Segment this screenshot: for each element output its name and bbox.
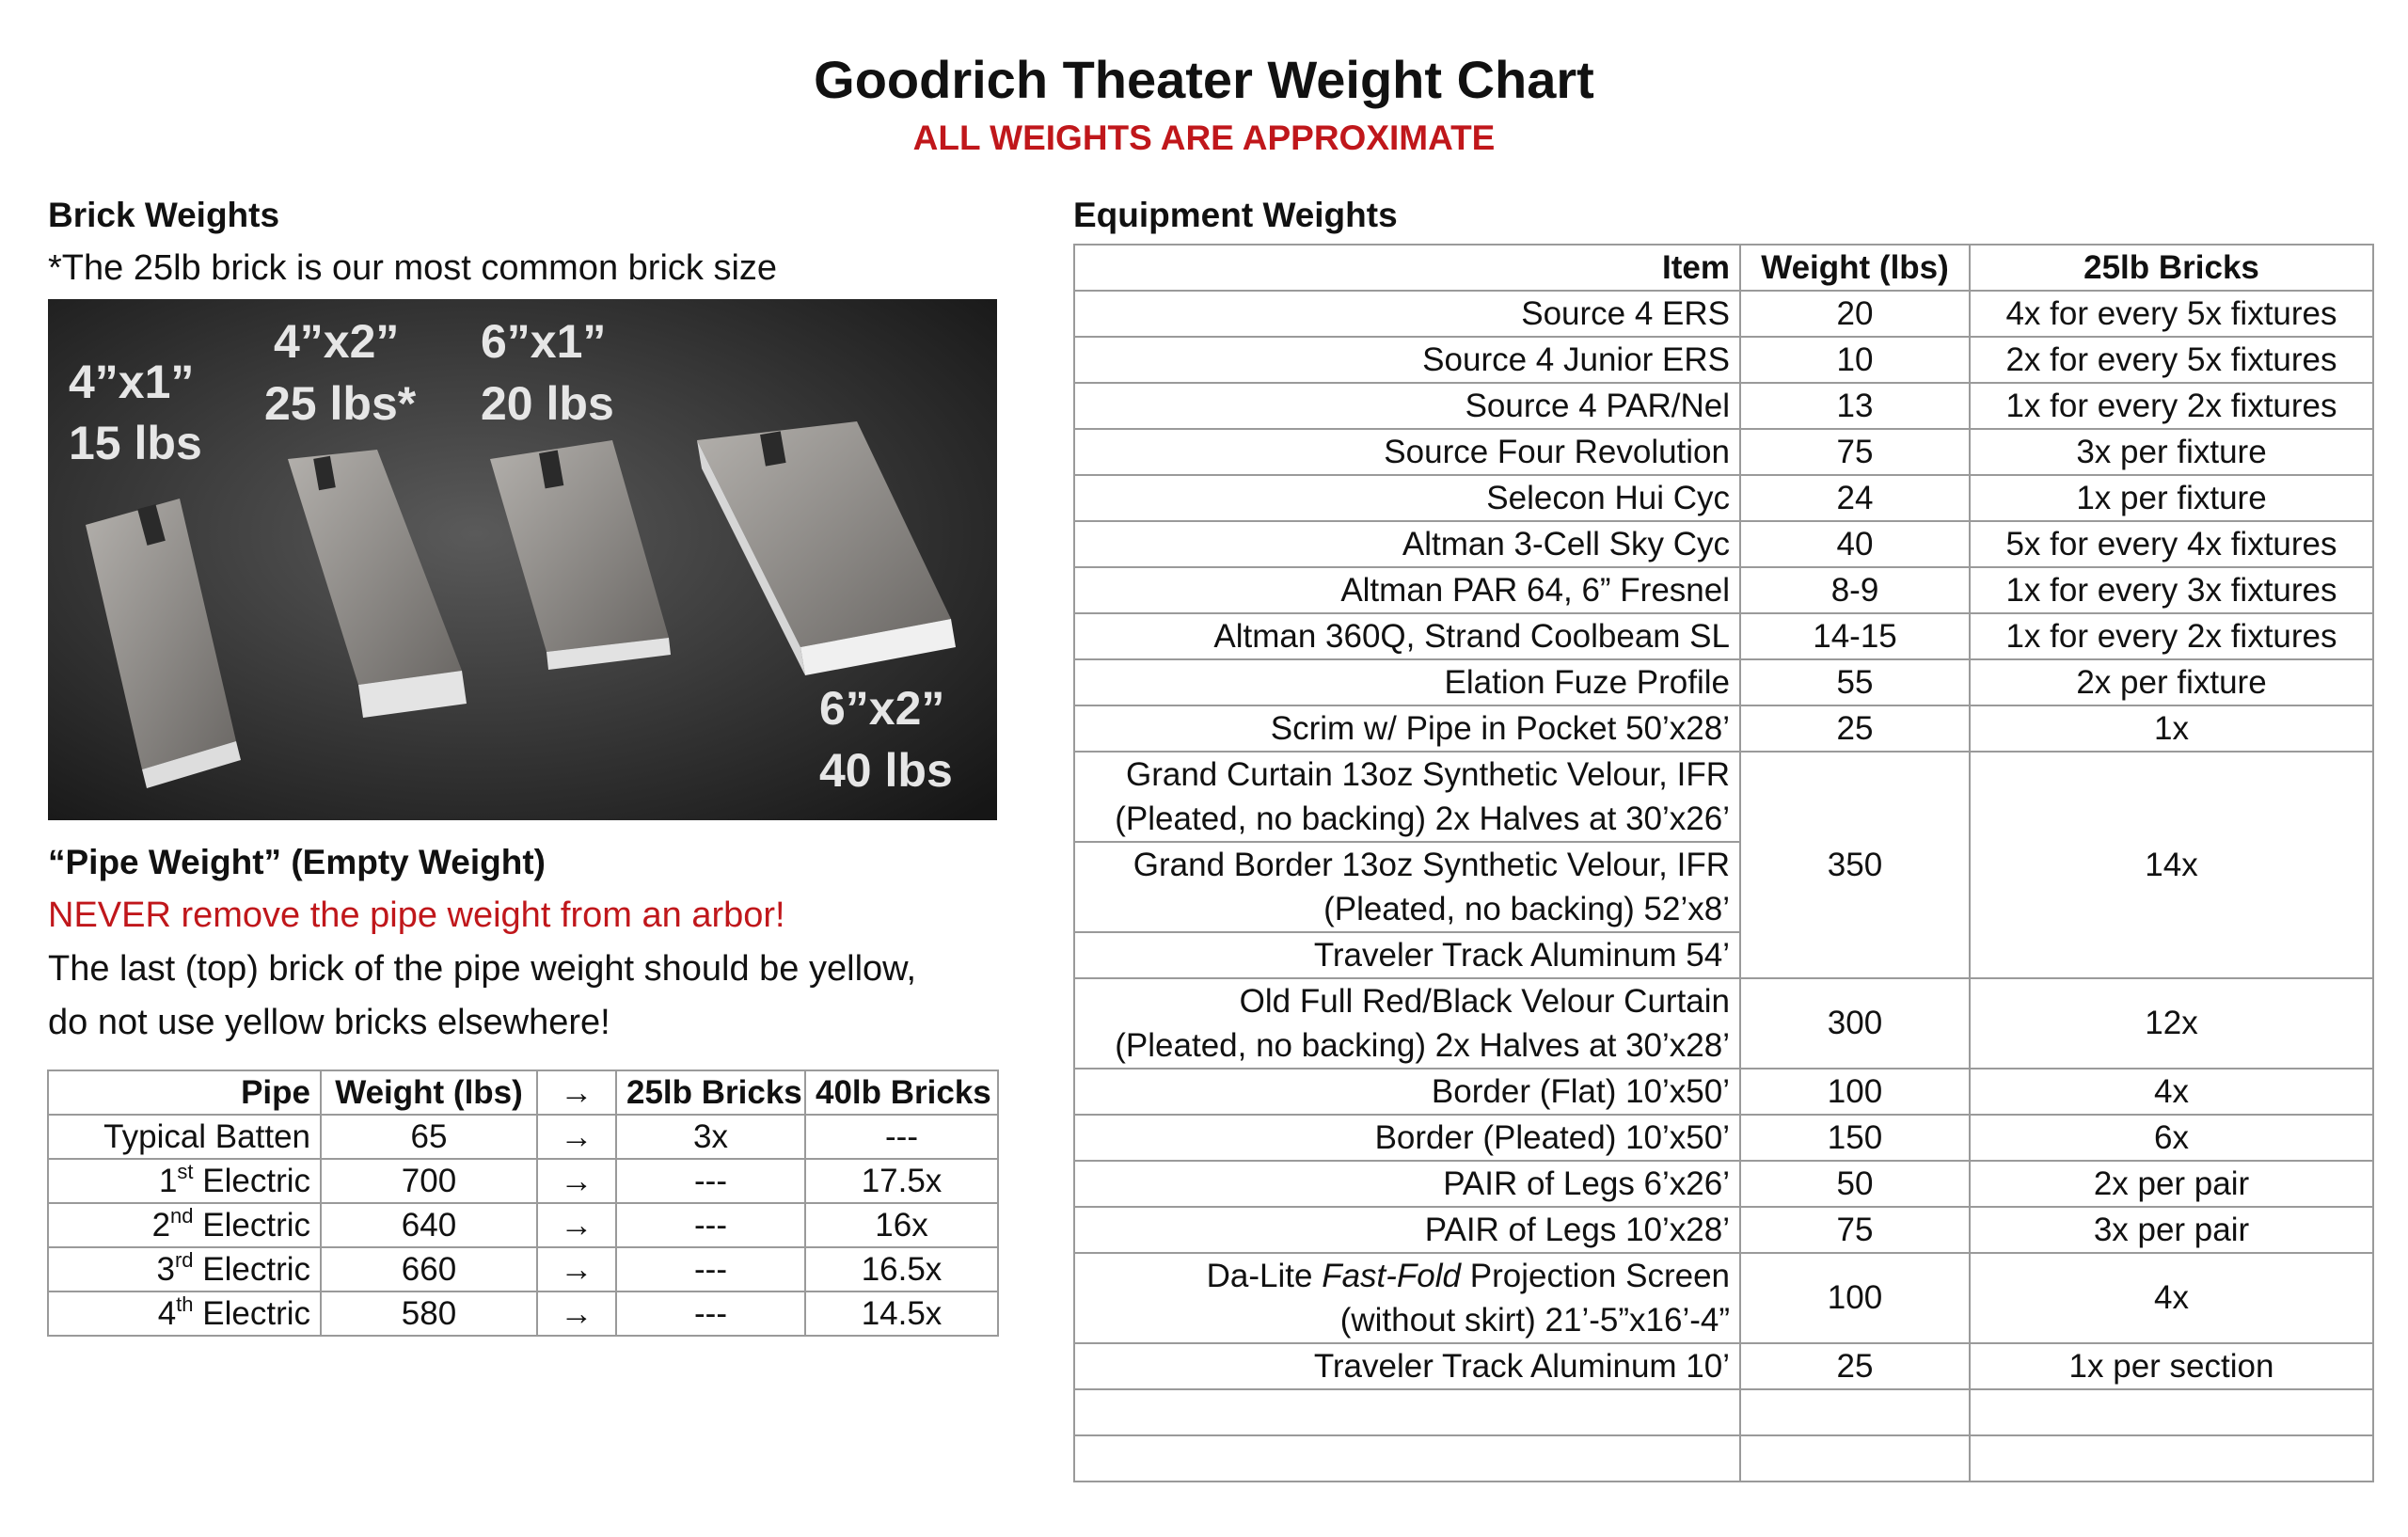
brick-weights-heading: Brick Weights (48, 196, 280, 234)
table-row (1074, 1253, 2373, 1343)
table-row (1074, 1115, 2373, 1161)
bricks-25lb: --- (616, 1203, 805, 1247)
equipment-bricks: 1x for every 3x fixtures (1970, 567, 2373, 613)
table-row (48, 1159, 998, 1203)
pipe-weight: 700 (321, 1159, 537, 1203)
item-line-2: (Pleated, no backing) 2x Halves at 30’x28’ (1115, 1027, 1730, 1064)
pipe-note-line-2: do not use yellow bricks elsewhere! (48, 1003, 610, 1042)
table-row (1074, 429, 2373, 475)
pipe-weight-table (47, 1070, 999, 1337)
equipment-weight: 300 (1740, 978, 1970, 1069)
pipe-weight: 580 (321, 1291, 537, 1336)
pipe-weight: 65 (321, 1115, 537, 1159)
equipment-item: Altman PAR 64, 6” Fresnel (1074, 567, 1740, 613)
equipment-bricks: 4x for every 5x fixtures (1970, 291, 2373, 337)
equipment-rows-part-1 (1074, 291, 2373, 752)
page-subtitle: ALL WEIGHTS ARE APPROXIMATE (912, 119, 1496, 157)
brick-photo-graphic (48, 299, 997, 820)
pipe-ordinal: 3 (156, 1250, 175, 1288)
equipment-item: PAIR of Legs 6’x26’ (1074, 1161, 1740, 1207)
table-row (48, 1247, 998, 1291)
equipment-item: Border (Flat) 10’x50’ (1074, 1069, 1740, 1115)
item-brand-italic: Fast-Fold (1322, 1258, 1462, 1294)
pipe-name (48, 1247, 321, 1291)
arrow-icon: → (537, 1291, 616, 1336)
table-row (1074, 1207, 2373, 1253)
arrow-icon: → (537, 1159, 616, 1203)
equipment-item: Source 4 PAR/Nel (1074, 383, 1740, 429)
table-row (1074, 1343, 2373, 1389)
equipment-item (1074, 978, 1740, 1069)
equipment-weight: 13 (1740, 383, 1970, 429)
brick-note: *The 25lb brick is our most common brick size (48, 248, 778, 288)
table-row (1074, 978, 2373, 1069)
equipment-weight: 55 (1740, 659, 1970, 705)
equipment-bricks: 6x (1970, 1115, 2373, 1161)
equipment-item: Selecon Hui Cyc (1074, 475, 1740, 521)
pipe-weight-heading: “Pipe Weight” (Empty Weight) (48, 843, 546, 881)
ordinal-suffix: st (177, 1159, 194, 1183)
pipe-name (48, 1291, 321, 1336)
table-row (1074, 659, 2373, 705)
pipe-name-suffix: Electric (193, 1206, 310, 1244)
arrow-icon: → (537, 1203, 616, 1247)
col-header-bricks: 25lb Bricks (1970, 245, 2373, 291)
pipe-ordinal: 4 (157, 1294, 177, 1332)
arrow-icon: → (537, 1247, 616, 1291)
equipment-weight: 20 (1740, 291, 1970, 337)
equipment-item: Altman 3-Cell Sky Cyc (1074, 521, 1740, 567)
brick-photo (48, 299, 997, 820)
bricks-40lb: --- (805, 1115, 998, 1159)
equipment-weight: 150 (1740, 1115, 1970, 1161)
pipe-name (48, 1203, 321, 1247)
equipment-item: Altman 360Q, Strand Coolbeam SL (1074, 613, 1740, 659)
col-header-item: Item (1074, 245, 1740, 291)
table-row (48, 1203, 998, 1247)
equipment-weight: 24 (1740, 475, 1970, 521)
equipment-item: Scrim w/ Pipe in Pocket 50’x28’ (1074, 705, 1740, 752)
equipment-bricks: 1x (1970, 705, 2373, 752)
pipe-weight: 640 (321, 1203, 537, 1247)
empty-cell (1074, 1435, 1740, 1482)
bricks-40lb: 16x (805, 1203, 998, 1247)
ordinal-suffix: nd (170, 1203, 194, 1228)
equipment-item: Source Four Revolution (1074, 429, 1740, 475)
equipment-weight: 75 (1740, 429, 1970, 475)
pipe-warning: NEVER remove the pipe weight from an arbor! (48, 895, 785, 935)
table-row (1074, 752, 2373, 842)
table-row (1074, 1069, 2373, 1115)
table-row (1074, 291, 2373, 337)
equipment-weights-heading: Equipment Weights (1073, 196, 1398, 234)
table-row (48, 1291, 998, 1336)
equipment-bricks: 2x per pair (1970, 1161, 2373, 1207)
equipment-bricks: 12x (1970, 978, 2373, 1069)
equipment-bricks: 2x per fixture (1970, 659, 2373, 705)
equipment-item: Traveler Track Aluminum 54’ (1074, 932, 1740, 978)
pipe-name (48, 1159, 321, 1203)
pipe-weight: 660 (321, 1247, 537, 1291)
equipment-rows-part-2 (1074, 1069, 2373, 1253)
equipment-weight: 40 (1740, 521, 1970, 567)
equipment-bricks: 4x (1970, 1069, 2373, 1115)
bricks-25lb: --- (616, 1159, 805, 1203)
item-line-1: Old Full Red/Black Velour Curtain (1239, 983, 1730, 1020)
bricks-25lb: 3x (616, 1115, 805, 1159)
equipment-weight: 14-15 (1740, 613, 1970, 659)
table-row (1074, 383, 2373, 429)
equipment-bricks: 3x per fixture (1970, 429, 2373, 475)
bricks-25lb: --- (616, 1291, 805, 1336)
table-row (1074, 1161, 2373, 1207)
equipment-bricks: 1x for every 2x fixtures (1970, 383, 2373, 429)
col-header-arrow: → (537, 1070, 616, 1115)
item-suffix: Projection Screen (1461, 1258, 1730, 1294)
bricks-40lb: 17.5x (805, 1159, 998, 1203)
equipment-weight: 100 (1740, 1069, 1970, 1115)
photo-label-weight-4x1: 15 lbs (69, 417, 202, 469)
equipment-table-header (1074, 245, 2373, 291)
pipe-name-suffix: Electric (193, 1294, 310, 1332)
col-header-40lb-bricks: 40lb Bricks (805, 1070, 998, 1115)
equipment-weight: 100 (1740, 1253, 1970, 1343)
empty-cell (1074, 1389, 1740, 1435)
ordinal-suffix: th (176, 1291, 194, 1316)
empty-cell (1970, 1389, 2373, 1435)
table-row (1074, 567, 2373, 613)
bricks-25lb: --- (616, 1247, 805, 1291)
pipe-ordinal: 2 (151, 1206, 171, 1244)
empty-cell (1970, 1435, 2373, 1482)
equipment-bricks: 2x for every 5x fixtures (1970, 337, 2373, 383)
item-line-1: Grand Border 13oz Synthetic Velour, IFR (1133, 847, 1730, 883)
item-line-2: (without skirt) 21’-5”x16’-4” (1339, 1302, 1730, 1339)
ordinal-suffix: rd (174, 1247, 194, 1272)
table-row (1074, 475, 2373, 521)
bricks-40lb: 16.5x (805, 1247, 998, 1291)
equipment-item: Border (Pleated) 10’x50’ (1074, 1115, 1740, 1161)
equipment-item: Elation Fuze Profile (1074, 659, 1740, 705)
equipment-weight: 10 (1740, 337, 1970, 383)
equipment-item: PAIR of Legs 10’x28’ (1074, 1207, 1740, 1253)
equipment-item (1074, 842, 1740, 932)
equipment-bricks: 5x for every 4x fixtures (1970, 521, 2373, 567)
equipment-weight-table (1073, 244, 2374, 1482)
pipe-name: Typical Batten (48, 1115, 321, 1159)
empty-cell (1740, 1389, 1970, 1435)
photo-label-weight-4x2: 25 lbs* (264, 377, 417, 430)
table-row (1074, 613, 2373, 659)
equipment-item: Source 4 ERS (1074, 291, 1740, 337)
table-row (48, 1115, 998, 1159)
item-prefix: Da-Lite (1206, 1258, 1323, 1294)
photo-label-size-6x1: 6”x1” (481, 315, 607, 368)
equipment-item (1074, 752, 1740, 842)
equipment-weight: 8-9 (1740, 567, 1970, 613)
equipment-item: Source 4 Junior ERS (1074, 337, 1740, 383)
col-header-weight: Weight (lbs) (321, 1070, 537, 1115)
equipment-bricks: 4x (1970, 1253, 2373, 1343)
photo-label-weight-6x1: 20 lbs (481, 377, 614, 430)
photo-label-size-4x1: 4”x1” (69, 356, 195, 408)
empty-row (1074, 1435, 2373, 1482)
table-row (1074, 705, 2373, 752)
pipe-table-header (48, 1070, 998, 1115)
table-row (1074, 521, 2373, 567)
col-header-weight: Weight (lbs) (1740, 245, 1970, 291)
pipe-name-suffix: Electric (193, 1250, 310, 1288)
item-line-1: Grand Curtain 13oz Synthetic Velour, IFR (1126, 756, 1730, 793)
equipment-weight: 25 (1740, 1343, 1970, 1389)
equipment-weight: 25 (1740, 705, 1970, 752)
col-header-25lb-bricks: 25lb Bricks (616, 1070, 805, 1115)
equipment-item: Traveler Track Aluminum 10’ (1074, 1343, 1740, 1389)
equipment-bricks: 1x per fixture (1970, 475, 2373, 521)
empty-cell (1740, 1435, 1970, 1482)
table-row (1074, 337, 2373, 383)
pipe-ordinal: 1 (158, 1162, 178, 1199)
pipe-note-line-1: The last (top) brick of the pipe weight should be yellow, (48, 949, 917, 989)
photo-label-weight-6x2: 40 lbs (819, 744, 953, 797)
equipment-weight: 50 (1740, 1161, 1970, 1207)
equipment-bricks: 1x for every 2x fixtures (1970, 613, 2373, 659)
arrow-icon: → (537, 1115, 616, 1159)
page-title: Goodrich Theater Weight Chart (814, 50, 1594, 109)
equipment-bricks: 1x per section (1970, 1343, 2373, 1389)
item-line-2: (Pleated, no backing) 52’x8’ (1323, 891, 1730, 927)
equipment-weight: 350 (1740, 752, 1970, 978)
equipment-bricks: 14x (1970, 752, 2373, 978)
pipe-name-suffix: Electric (193, 1162, 310, 1199)
equipment-bricks: 3x per pair (1970, 1207, 2373, 1253)
photo-label-size-6x2: 6”x2” (819, 682, 945, 735)
photo-label-size-4x2: 4”x2” (274, 315, 400, 368)
item-line-2: (Pleated, no backing) 2x Halves at 30’x26’ (1115, 800, 1730, 837)
equipment-weight: 75 (1740, 1207, 1970, 1253)
equipment-item (1074, 1253, 1740, 1343)
col-header-pipe: Pipe (48, 1070, 321, 1115)
empty-row (1074, 1389, 2373, 1435)
bricks-40lb: 14.5x (805, 1291, 998, 1336)
